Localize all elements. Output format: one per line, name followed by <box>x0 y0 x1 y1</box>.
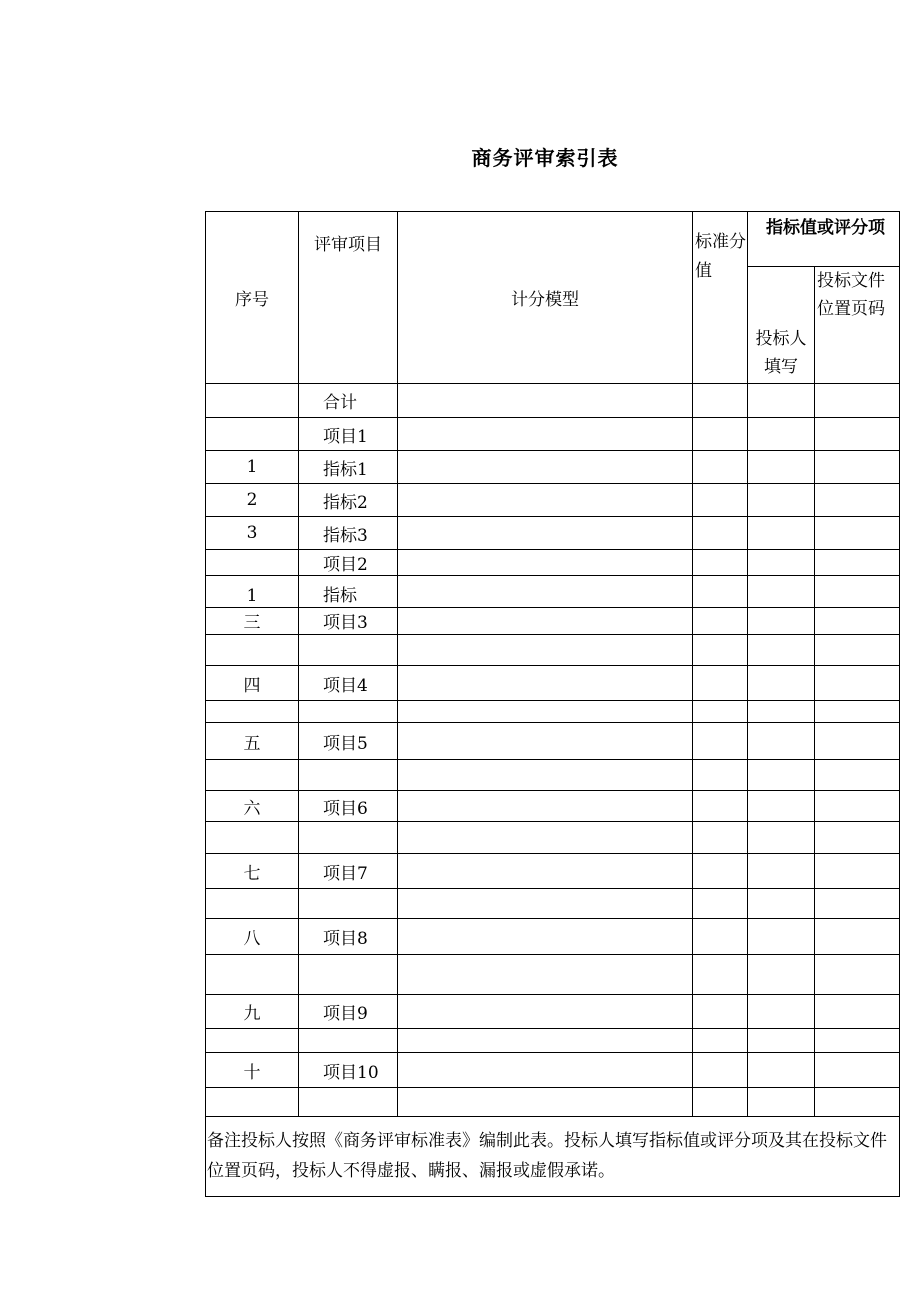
row-score-model <box>398 854 693 889</box>
row-standard-score <box>693 822 748 854</box>
row-score-model <box>398 451 693 484</box>
row-item: 指标1 <box>299 451 398 484</box>
row-bidder-fill <box>748 384 815 418</box>
row-item: 项目3 <box>299 608 398 635</box>
table-row <box>206 995 900 1029</box>
row-standard-score <box>693 1029 748 1053</box>
row-score-model <box>398 576 693 608</box>
row-score-model <box>398 791 693 822</box>
header-page-ref: 投标文件位置页码 <box>815 267 900 384</box>
row-page-ref <box>815 1088 900 1117</box>
row-bidder-fill <box>748 822 815 854</box>
row-score-model <box>398 418 693 451</box>
row-item <box>299 701 398 723</box>
row-score-model <box>398 723 693 760</box>
row-page-ref <box>815 995 900 1029</box>
row-page-ref <box>815 517 900 550</box>
row-bidder-fill <box>748 791 815 822</box>
row-item: 项目4 <box>299 666 398 701</box>
row-item: 指标2 <box>299 484 398 517</box>
row-page-ref <box>815 854 900 889</box>
row-seq: 四 <box>206 666 299 701</box>
row-score-model <box>398 635 693 666</box>
row-bidder-fill <box>748 955 815 995</box>
row-bidder-fill <box>748 1053 815 1088</box>
row-score-model <box>398 1088 693 1117</box>
row-standard-score <box>693 1088 748 1117</box>
row-bidder-fill <box>748 608 815 635</box>
row-score-model <box>398 608 693 635</box>
row-item <box>299 760 398 791</box>
table-row <box>206 822 900 854</box>
table-row <box>206 701 900 723</box>
row-standard-score <box>693 854 748 889</box>
row-score-model <box>398 995 693 1029</box>
row-page-ref <box>815 608 900 635</box>
table-row <box>206 517 900 550</box>
row-bidder-fill <box>748 484 815 517</box>
row-seq: 2 <box>206 484 299 517</box>
table-row <box>206 484 900 517</box>
row-page-ref <box>815 822 900 854</box>
row-bidder-fill <box>748 1088 815 1117</box>
row-seq: 九 <box>206 995 299 1029</box>
row-item <box>299 1029 398 1053</box>
row-seq: 3 <box>206 517 299 550</box>
header-standard-score: 标准分值 <box>693 212 748 384</box>
header-seq: 序号 <box>206 212 299 384</box>
review-index-table <box>205 211 900 1197</box>
row-standard-score <box>693 517 748 550</box>
table-row <box>206 576 900 608</box>
row-bidder-fill <box>748 889 815 919</box>
row-seq: 十 <box>206 1053 299 1088</box>
row-bidder-fill <box>748 1029 815 1053</box>
row-score-model <box>398 760 693 791</box>
row-standard-score <box>693 484 748 517</box>
row-score-model <box>398 955 693 995</box>
row-score-model <box>398 1053 693 1088</box>
row-standard-score <box>693 919 748 955</box>
row-seq: 六 <box>206 791 299 822</box>
row-bidder-fill <box>748 666 815 701</box>
table-row <box>206 919 900 955</box>
row-standard-score <box>693 666 748 701</box>
table-row <box>206 955 900 995</box>
row-item: 指标 <box>299 576 398 608</box>
row-score-model <box>398 919 693 955</box>
row-item: 项目9 <box>299 995 398 1029</box>
row-standard-score <box>693 635 748 666</box>
row-standard-score <box>693 384 748 418</box>
row-bidder-fill <box>748 576 815 608</box>
row-item <box>299 635 398 666</box>
row-page-ref <box>815 1053 900 1088</box>
row-standard-score <box>693 1053 748 1088</box>
row-page-ref <box>815 1029 900 1053</box>
table-row <box>206 418 900 451</box>
note-text: 备注投标人按照《商务评审标准表》编制此表。投标人填写指标值或评分项及其在投标文件位置页码，投标人不得虚报、瞒报、漏报或虚假承诺。 <box>206 1117 900 1197</box>
row-item <box>299 889 398 919</box>
row-bidder-fill <box>748 723 815 760</box>
table-row <box>206 608 900 635</box>
row-seq: 八 <box>206 919 299 955</box>
row-page-ref <box>815 760 900 791</box>
row-standard-score <box>693 889 748 919</box>
header-review-item: 评审项目 <box>299 212 398 384</box>
row-page-ref <box>815 955 900 995</box>
header-score-model: 计分模型 <box>398 212 693 384</box>
row-score-model <box>398 484 693 517</box>
table-row <box>206 384 900 418</box>
row-seq: 1 <box>206 576 299 608</box>
row-seq <box>206 384 299 418</box>
table-row <box>206 666 900 701</box>
row-seq <box>206 1088 299 1117</box>
row-bidder-fill <box>748 550 815 576</box>
table-row <box>206 854 900 889</box>
row-standard-score <box>693 791 748 822</box>
row-page-ref <box>815 550 900 576</box>
row-score-model <box>398 517 693 550</box>
row-page-ref <box>815 723 900 760</box>
row-item: 项目10 <box>299 1053 398 1088</box>
row-seq <box>206 418 299 451</box>
row-score-model <box>398 701 693 723</box>
row-standard-score <box>693 550 748 576</box>
table-row <box>206 889 900 919</box>
row-score-model <box>398 1029 693 1053</box>
row-item: 项目8 <box>299 919 398 955</box>
row-page-ref <box>815 791 900 822</box>
row-item <box>299 822 398 854</box>
row-standard-score <box>693 418 748 451</box>
row-page-ref <box>815 701 900 723</box>
row-page-ref <box>815 576 900 608</box>
row-standard-score <box>693 701 748 723</box>
row-standard-score <box>693 995 748 1029</box>
row-score-model <box>398 666 693 701</box>
row-standard-score <box>693 760 748 791</box>
row-score-model <box>398 384 693 418</box>
row-item: 合计 <box>299 384 398 418</box>
row-seq: 七 <box>206 854 299 889</box>
row-standard-score <box>693 576 748 608</box>
row-score-model <box>398 889 693 919</box>
row-score-model <box>398 550 693 576</box>
row-seq <box>206 1029 299 1053</box>
row-seq <box>206 955 299 995</box>
row-item: 指标3 <box>299 517 398 550</box>
row-bidder-fill <box>748 854 815 889</box>
row-bidder-fill <box>748 451 815 484</box>
row-page-ref <box>815 384 900 418</box>
row-item: 项目7 <box>299 854 398 889</box>
table-row <box>206 1088 900 1117</box>
row-bidder-fill <box>748 635 815 666</box>
row-bidder-fill <box>748 517 815 550</box>
row-seq <box>206 760 299 791</box>
page-title: 商务评审索引表 <box>471 146 619 170</box>
table-body <box>206 384 900 1117</box>
row-page-ref <box>815 418 900 451</box>
row-seq <box>206 635 299 666</box>
row-page-ref <box>815 635 900 666</box>
row-bidder-fill <box>748 701 815 723</box>
row-item: 项目5 <box>299 723 398 760</box>
row-page-ref <box>815 919 900 955</box>
row-item <box>299 955 398 995</box>
row-item <box>299 1088 398 1117</box>
table-row <box>206 791 900 822</box>
table-row <box>206 1053 900 1088</box>
row-page-ref <box>815 889 900 919</box>
row-score-model <box>398 822 693 854</box>
row-seq <box>206 822 299 854</box>
row-bidder-fill <box>748 418 815 451</box>
row-seq <box>206 701 299 723</box>
row-seq <box>206 889 299 919</box>
row-standard-score <box>693 608 748 635</box>
row-seq: 五 <box>206 723 299 760</box>
row-bidder-fill <box>748 995 815 1029</box>
row-page-ref <box>815 484 900 517</box>
row-page-ref <box>815 666 900 701</box>
row-bidder-fill <box>748 919 815 955</box>
row-seq <box>206 550 299 576</box>
row-item: 项目6 <box>299 791 398 822</box>
row-item: 项目1 <box>299 418 398 451</box>
row-standard-score <box>693 723 748 760</box>
table-row <box>206 451 900 484</box>
table-row <box>206 760 900 791</box>
row-page-ref <box>815 451 900 484</box>
row-bidder-fill <box>748 760 815 791</box>
table-row <box>206 1029 900 1053</box>
row-standard-score <box>693 955 748 995</box>
table-row <box>206 635 900 666</box>
row-seq: 1 <box>206 451 299 484</box>
table-row <box>206 723 900 760</box>
row-item: 项目2 <box>299 550 398 576</box>
row-seq: 三 <box>206 608 299 635</box>
table-row <box>206 550 900 576</box>
row-standard-score <box>693 451 748 484</box>
header-indicator-group: 指标值或评分项 <box>748 212 900 267</box>
header-bidder-fill: 投标人填写 <box>748 267 815 384</box>
